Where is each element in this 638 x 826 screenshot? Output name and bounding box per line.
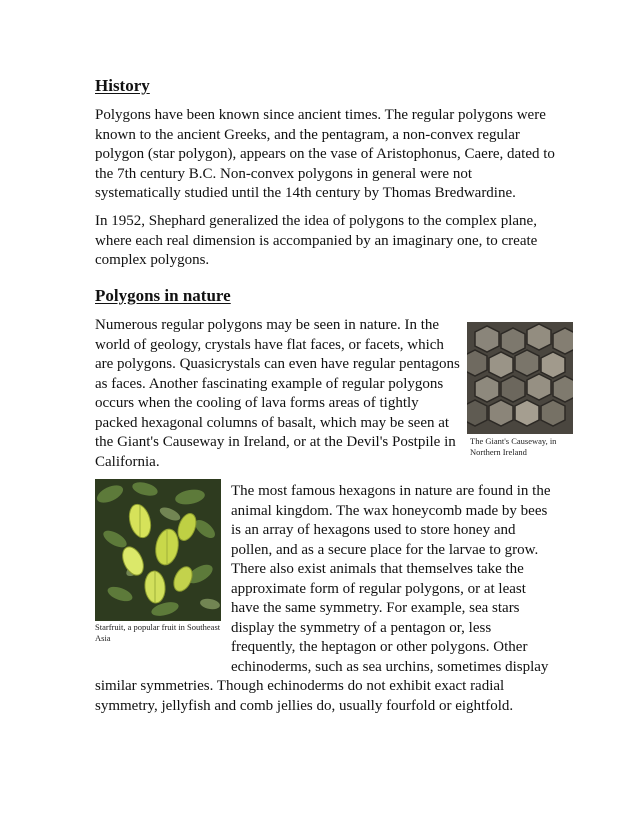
nature-heading: Polygons in nature (95, 286, 231, 305)
nature-paragraph-2 (95, 482, 555, 716)
basalt-columns-graphic (467, 322, 573, 434)
giants-causeway-image (467, 322, 573, 434)
starfruit-caption: Starfruit, a popular fruit in Southeast Asia (95, 622, 221, 643)
nature-paragraph-1: Numerous regular polygons may be seen in nature. In the world of geology, crystals have flat faces, or facets, which are polygons. Quasicrystals can even have regular pentagons as faces. Another fascinating example of regular polygons occurs when the cooling of lava forms areas of tightly packed hexagonal columns of basalt, which may be seen at the Giant's Causeway in Ireland, or at the Devil's Postpile in California. (95, 317, 460, 470)
history-paragraph-2: In 1952, Shephard generalized the idea of polygons to the complex plane, where each real dimension is accompanied by an imaginary one, to create complex polygons. (95, 213, 538, 268)
giants-causeway-caption: The Giant's Causeway, in Northern Ireland (470, 436, 557, 457)
history-heading: History (95, 76, 150, 95)
history-paragraph-1: Polygons have been known since ancient times. The regular polygons were known to the ancient Greeks, and the pentagram, a non-convex regular polygon (star polygon), appears on the vase of Aristophonus, Caere, dated to the 7th century B.C. Non-convex polygons in general were not systematically studied until the 14th century by Thomas Bredwardine. (95, 107, 555, 201)
nature-paragraph-2-text: The most famous hexagons in nature are found in the animal kingdom. The wax honeycomb made by bees is an array of hexagons used to store honey and pollen, and as a secure place for the larvae to grow. There also exist animals that themselves take the approximate form of regular polygons, or at least have the same symmetry. For example, sea stars display the symmetry of a pentagon or, less frequently, the heptagon or other polygons. Other echinoderms, such as sea urchins, sometimes display similar symmetries. Though echinoderms do not exhibit exact radial symmetry, jellyfish and comb jellies do, usually fourfold or eightfold. (95, 483, 551, 714)
starfruit-wrap-spacer (95, 482, 231, 658)
